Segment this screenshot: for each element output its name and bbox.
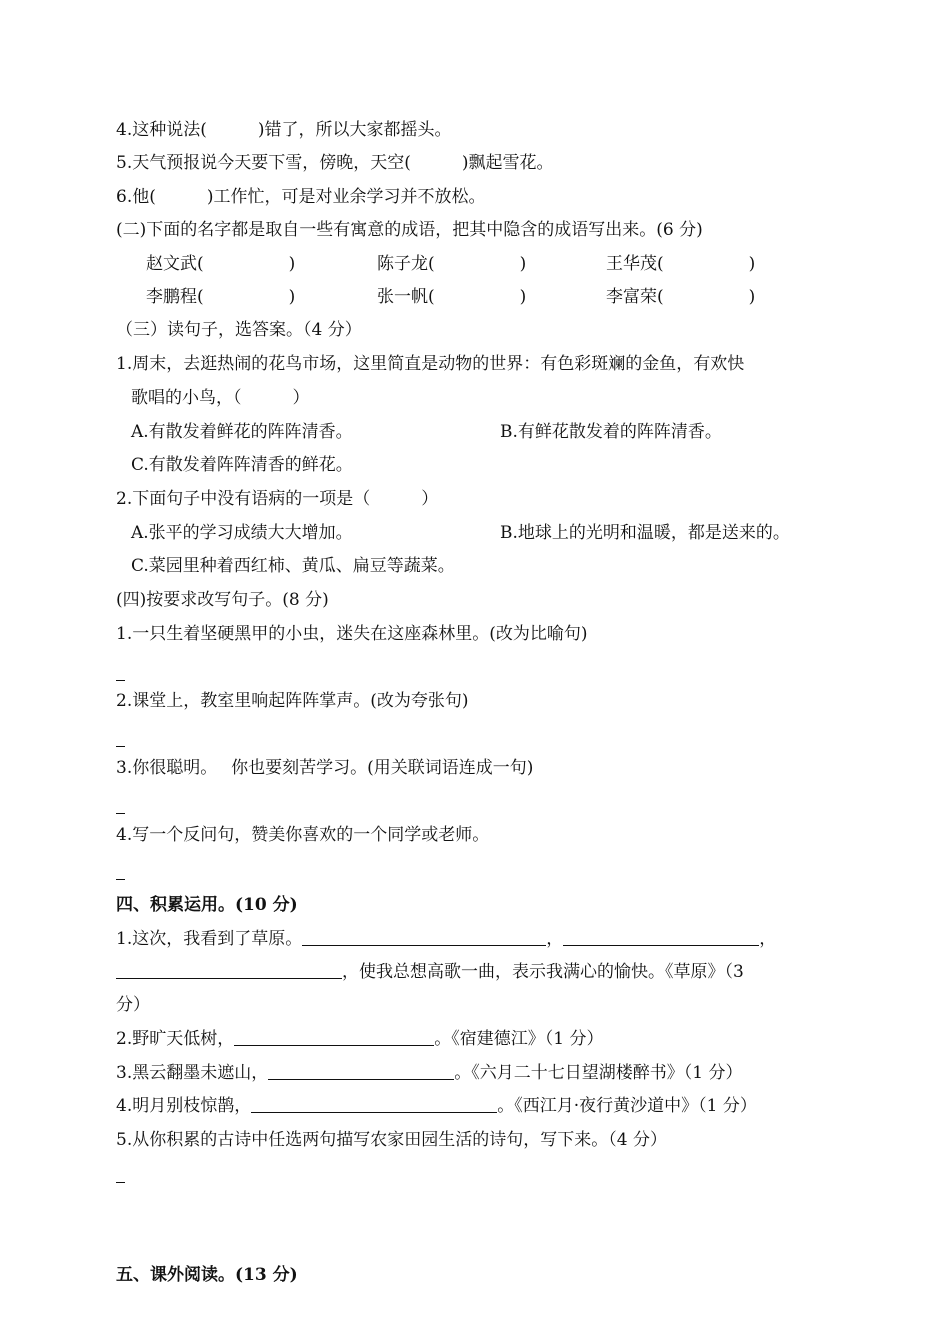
p4-question-1-line2	[116, 960, 744, 984]
s4-question-3: 3.你很聪明。 你也要刻苦学习。(用关联词语连成一句)	[116, 758, 534, 778]
p4-question-5: 5.从你积累的古诗中任选两句描写农家田园生活的诗句，写下来。（4 分）	[116, 1130, 667, 1150]
option-a: A.张平的学习成绩大大增加。	[131, 523, 353, 543]
q4-source: 。《西江月·夜行黄沙道中》（1 分）	[497, 1096, 757, 1116]
q3-source: 。《六月二十七日望湖楼醉书》（1 分）	[454, 1063, 743, 1083]
s4-question-4: 4.写一个反问句，赞美你喜欢的一个同学或老师。	[116, 825, 490, 845]
name-item: 赵文武( )	[146, 254, 296, 274]
part-4-title: 四、积累运用。(10 分)	[116, 895, 298, 915]
section-3-title: （三）读句子，选答案。（4 分）	[116, 320, 362, 340]
option-c: C.菜园里种着西红柿、黄瓜、扁豆等蔬菜。	[131, 556, 455, 576]
answer-line[interactable]	[116, 879, 125, 880]
fill-blank[interactable]	[302, 927, 546, 946]
s3-question-1-line1: 1.周末，去逛热闹的花鸟市场，这里简直是动物的世界：有色彩斑斓的金鱼，有欢快	[116, 354, 745, 374]
s4-question-2: 2.课堂上，教室里响起阵阵掌声。(改为夸张句)	[116, 691, 469, 711]
s3-question-2: 2.下面句子中没有语病的一项是（ ）	[116, 489, 439, 509]
s3-question-1-line2: 歌唱的小鸟，（ ）	[131, 388, 310, 408]
q1-text: 1.这次，我看到了草原。	[116, 929, 303, 949]
name-item: 李富荣( )	[606, 287, 756, 307]
section-4-title: (四)按要求改写句子。(8 分)	[116, 590, 329, 610]
comma: ，	[546, 929, 564, 949]
name-item: 陈子龙( )	[377, 254, 527, 274]
q1-rest: ，使我总想高歌一曲，表示我满心的愉快。《草原》（3	[342, 962, 744, 982]
question-6: 6.他( )工作忙，可是对业余学习并不放松。	[116, 187, 486, 207]
p4-question-2	[116, 1027, 603, 1051]
answer-line[interactable]	[116, 680, 125, 681]
p4-question-4	[116, 1094, 757, 1118]
question-5: 5.天气预报说今天要下雪，傍晚，天空( )飘起雪花。	[116, 153, 554, 173]
answer-line[interactable]	[116, 746, 125, 747]
option-b: B.地球上的光明和温暖，都是送来的。	[500, 523, 790, 543]
fill-blank[interactable]	[563, 927, 759, 946]
comma: ，	[759, 929, 777, 949]
name-item: 张一帆( )	[377, 287, 527, 307]
q4-text: 4.明月别枝惊鹊，	[116, 1096, 252, 1116]
part-5-title: 五、课外阅读。(13 分)	[116, 1265, 298, 1285]
fill-blank[interactable]	[251, 1094, 497, 1113]
fill-blank[interactable]	[116, 960, 342, 979]
answer-line[interactable]	[116, 1182, 125, 1183]
option-c: C.有散发着阵阵清香的鲜花。	[131, 455, 353, 475]
fill-blank[interactable]	[234, 1027, 434, 1046]
p4-question-1-line1	[116, 927, 776, 951]
question-4: 4.这种说法( )错了，所以大家都摇头。	[116, 120, 452, 140]
fill-blank[interactable]	[268, 1061, 454, 1080]
p4-question-1-line3: 分）	[116, 995, 150, 1015]
p4-question-3	[116, 1061, 742, 1085]
section-2-title: (二)下面的名字都是取自一些有寓意的成语，把其中隐含的成语写出来。(6 分)	[116, 220, 703, 240]
q2-text: 2.野旷天低树，	[116, 1029, 235, 1049]
answer-line[interactable]	[116, 813, 125, 814]
q2-source: 。《宿建德江》（1 分）	[434, 1029, 604, 1049]
s4-question-1: 1.一只生着坚硬黑甲的小虫，迷失在这座森林里。(改为比喻句)	[116, 624, 588, 644]
name-item: 王华茂( )	[606, 254, 756, 274]
q3-text: 3.黑云翻墨未遮山，	[116, 1063, 269, 1083]
option-b: B.有鲜花散发着的阵阵清香。	[500, 422, 722, 442]
option-a: A.有散发着鲜花的阵阵清香。	[131, 422, 353, 442]
name-item: 李鹏程( )	[146, 287, 296, 307]
